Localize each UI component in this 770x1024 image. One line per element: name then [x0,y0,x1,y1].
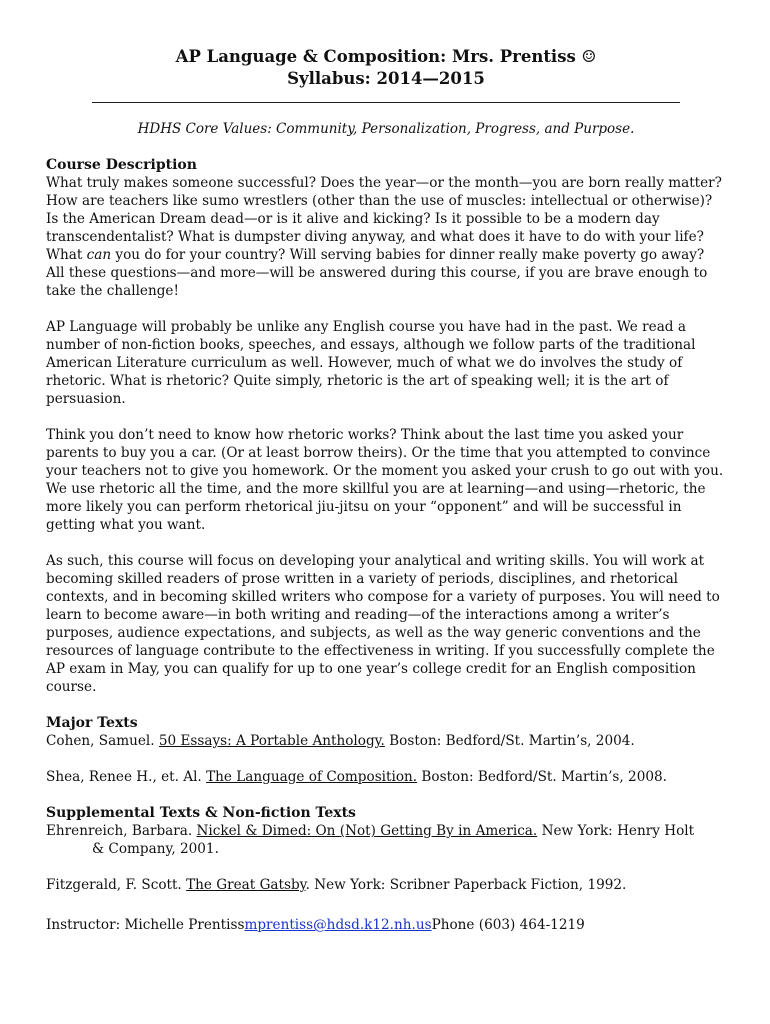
instructor-phone: Phone (603) 464-1219 [431,917,585,933]
supplemental-text-entry: Fitzgerald, F. Scott. The Great Gatsby. New York: Scribner Paperback Fiction, 1992. [46,877,627,893]
book-title: The Great Gatsby [186,877,306,893]
book-title: Nickel & Dimed: On (Not) Getting By in America. [196,823,538,839]
document-page [46,46,726,934]
page-title [46,46,726,90]
emphasis-can: can [86,247,112,263]
core-values: HDHS Core Values: Community, Personalization, Progress, and Purpose. [137,121,635,137]
book-title: 50 Essays: A Portable Anthology. [158,733,385,749]
supplemental-text-entry: Ehrenreich, Barbara. Nickel & Dimed: On (Not) Getting By in America. New York: Henry Holt [46,823,695,839]
course-description-paragraph-3: Think you don’t need to know how rhetoric works? Think about the last time you asked your parents to buy you a car. (Or at least borrow theirs). Or the time that you attempted to convince your teachers not to give you homework. Or the moment you asked your crush to go out with you. We use rhetoric all the time, and the more skillful you are at learning—and using—rhetoric, the more likely you can perform rhetorical jiu-jitsu on your “opponent” and will be successful in getting what you want. [46,427,724,533]
instructor-label: Instructor: Michelle Prentiss [46,917,245,933]
horizontal-rule [92,102,680,103]
major-text-entry: Cohen, Samuel. 50 Essays: A Portable Anthology. Boston: Bedford/St. Martin’s, 2004. [46,733,635,749]
course-description-heading: Course Description [46,157,197,173]
instructor-email-link[interactable]: mprentiss@hdsd.k12.nh.us [244,917,432,933]
course-description-paragraph-1: What truly makes someone successful? Does the year—or the month—you are born really matter? How are teachers like sumo wrestlers (other than the use of muscles: intellectual or otherwise)? Is the American Dream dead—or is it alive and kicking? Is it possible to be a modern day transcendentalist? What is dumpster diving anyway, and what does it have to do with your life? What can you do for your country? Will serving babies for dinner really make poverty go away? All these questions—and more—will be answered during this course, if you are brave enough to take the challenge! [46,175,722,299]
book-title: The Language of Composition. [206,769,418,785]
instructor-footer [46,916,726,934]
supplemental-text-continuation: & Company, 2001. [92,841,219,857]
major-text-entry: Shea, Renee H., et. Al. The Language of Composition. Boston: Bedford/St. Martin’s, 2008. [46,769,667,785]
supplemental-texts-heading: Supplemental Texts & Non-fiction Texts [46,805,356,821]
title-line-syllabus: Syllabus: 2014—2015 [287,69,485,88]
course-description-paragraph-2: AP Language will probably be unlike any English course you have had in the past. We read a number of non-fiction books, speeches, and essays, although we follow parts of the traditional American Literature curriculum as well. However, much of what we do involves the study of rhetoric. What is rhetoric? Quite simply, rhetoric is the art of speaking well; it is the art of persuasion. [46,319,696,407]
title-line-course: AP Language & Composition: Mrs. Prentiss ☺ [175,47,597,66]
course-description-paragraph-4: As such, this course will focus on developing your analytical and writing skills. You will work at becoming skilled readers of prose written in a variety of periods, disciplines, and rhetorical contexts, and in becoming skilled writers who compose for a variety of purposes. You will need to learn to become aware—in both writing and reading—of the interactions among a writer’s purposes, audience expectations, and subjects, as well as the way generic conventions and the resources of language contribute to the effectiveness in writing. If you successfully complete the AP exam in May, you can qualify for up to one year’s college credit for an English composition course. [46,553,720,695]
major-texts-heading: Major Texts [46,715,138,731]
